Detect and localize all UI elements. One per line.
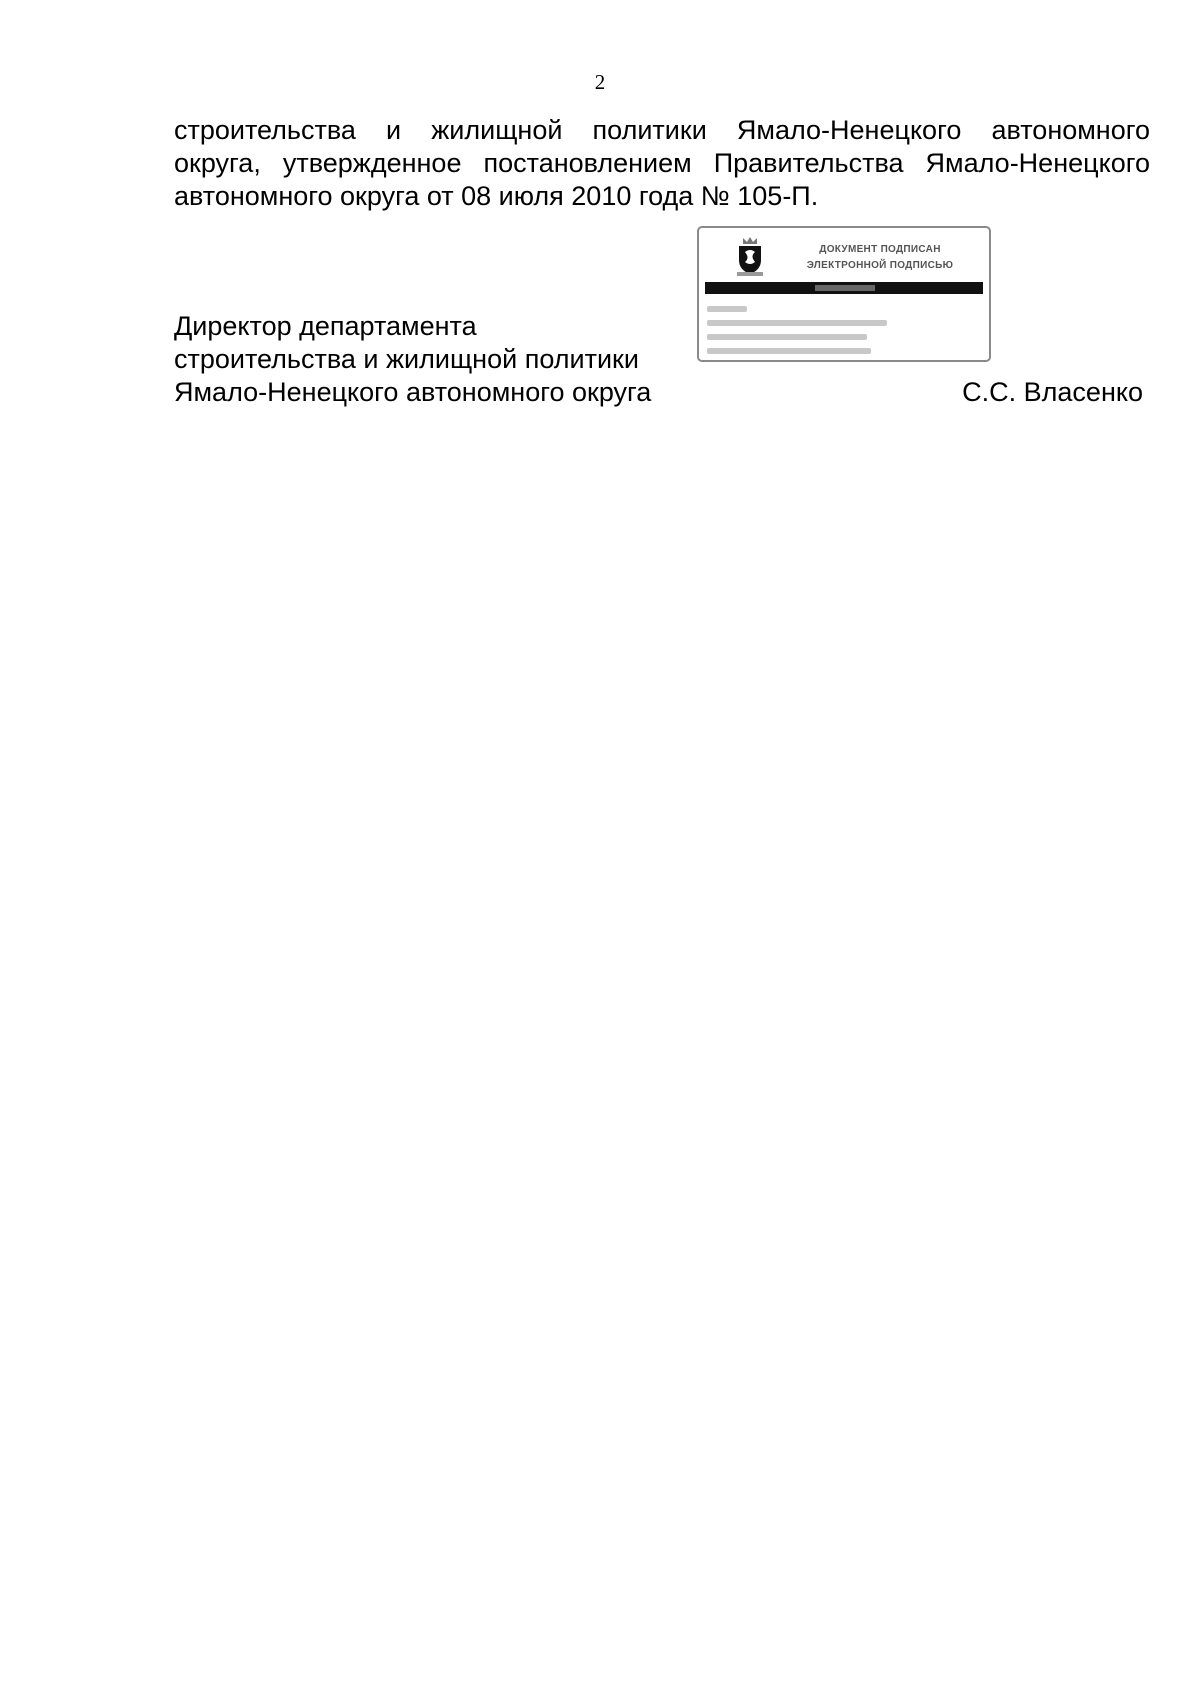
stamp-title-line: ДОКУМЕНТ ПОДПИСАН	[819, 244, 941, 255]
body-paragraph	[174, 114, 1150, 213]
stamp-blurred-line	[707, 334, 867, 340]
page-number: 2	[594, 70, 606, 94]
body-line: округа, утвержденное постановлением Правительства Ямало-Ненецкого	[174, 148, 1150, 178]
stamp-blurred-line	[707, 320, 887, 326]
signatory-position-line: строительства и жилищной политики	[174, 344, 639, 374]
stamp-title	[775, 242, 985, 274]
signatory-position-line: Ямало-Ненецкого автономного округа	[174, 377, 652, 407]
signatory-position-line: Директор департамента	[174, 311, 477, 341]
signer-name: С.С. Власенко	[962, 377, 1143, 407]
body-line: строительства и жилищной политики Ямало-Ненецкого автономного	[174, 115, 1150, 145]
stamp-title-line: ЭЛЕКТРОННОЙ ПОДПИСЬЮ	[806, 260, 954, 271]
stamp-divider-bar	[705, 282, 983, 294]
coat-of-arms-icon	[733, 234, 767, 278]
stamp-blurred-line	[707, 306, 747, 312]
body-line: автономного округа от 08 июля 2010 года № 105-П.	[174, 181, 819, 211]
signatory-position	[174, 310, 651, 409]
stamp-blurred-line	[707, 348, 871, 354]
electronic-signature-stamp	[697, 226, 991, 362]
